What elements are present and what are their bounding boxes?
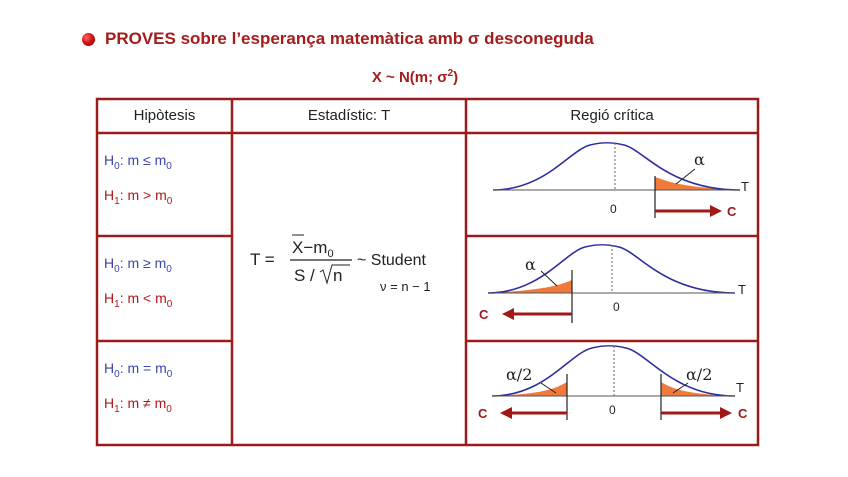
formula-lhs: T = [250,250,275,269]
header-critical-region: Regió crítica [570,107,654,124]
alpha-label: α [694,150,705,169]
critical-area [488,280,572,293]
numerator-rest: −m [303,238,328,257]
denominator-n: n [333,266,343,285]
subtitle-close: ) [453,69,459,86]
critical-label: C [479,307,489,322]
alpha-pointer [541,271,557,286]
alpha-half-label-left: α/2 [506,365,533,384]
header-hypothesis: Hipòtesis [133,107,196,124]
zero-label: 0 [610,202,617,216]
zero-label: 0 [609,403,616,417]
hypothesis-cell-3 [104,354,172,424]
h1-statement: $H_1$: $m < m_0$ [104,289,173,310]
critical-region-left [479,245,746,323]
formula-numerator [292,238,334,260]
h1-statement: $H_1$: $m \ne m_0$ [104,394,172,415]
h0-statement: $H_0$: $m \ge m_0$ [104,255,172,275]
critical-area-left [492,382,567,396]
critical-region-right [493,143,749,219]
critical-label: C [727,204,737,219]
hypothesis-cell-1 [104,146,172,216]
axis-label: T [738,282,746,297]
arrow-head-icon [502,308,514,320]
critical-label-left: C [478,406,488,421]
zero-label: 0 [613,300,620,314]
numerator-sub: 0 [327,248,334,260]
critical-region-two-sided [478,346,748,421]
h0-statement: $H_0$: $m = m_0$ [104,360,173,380]
alpha-half-label-right: α/2 [686,365,713,384]
critical-area-right [661,382,735,396]
numerator-x: X [292,238,304,257]
h1-statement: $H_1$: $m > m_0$ [104,186,173,207]
statistic-formula [250,235,431,294]
degrees-of-freedom: ν = n − 1 [380,279,431,294]
distribution-label: ~ Student [357,252,426,269]
critical-area [655,177,740,190]
subtitle-exponent: 2 [447,68,454,79]
hypothesis-cell-2 [104,249,172,319]
arrow-head-icon [710,205,722,217]
critical-label-right: C [738,406,748,421]
axis-label: T [741,179,749,194]
axis-label: T [736,380,744,395]
denominator-s: S / [294,266,315,285]
subtitle-main: X ~ N(m; σ [371,69,448,86]
h0-statement: $H_0$: $m \le m_0$ [104,152,172,172]
arrow-head-icon [500,407,512,419]
alpha-pointer [676,169,695,184]
header-statistic: Estadístic: T [307,107,391,124]
arrow-head-icon [720,407,732,419]
alpha-label: α [525,255,536,274]
page-title: PROVES sobre l’esperança matemàtica amb σ desconeguda [105,29,594,48]
